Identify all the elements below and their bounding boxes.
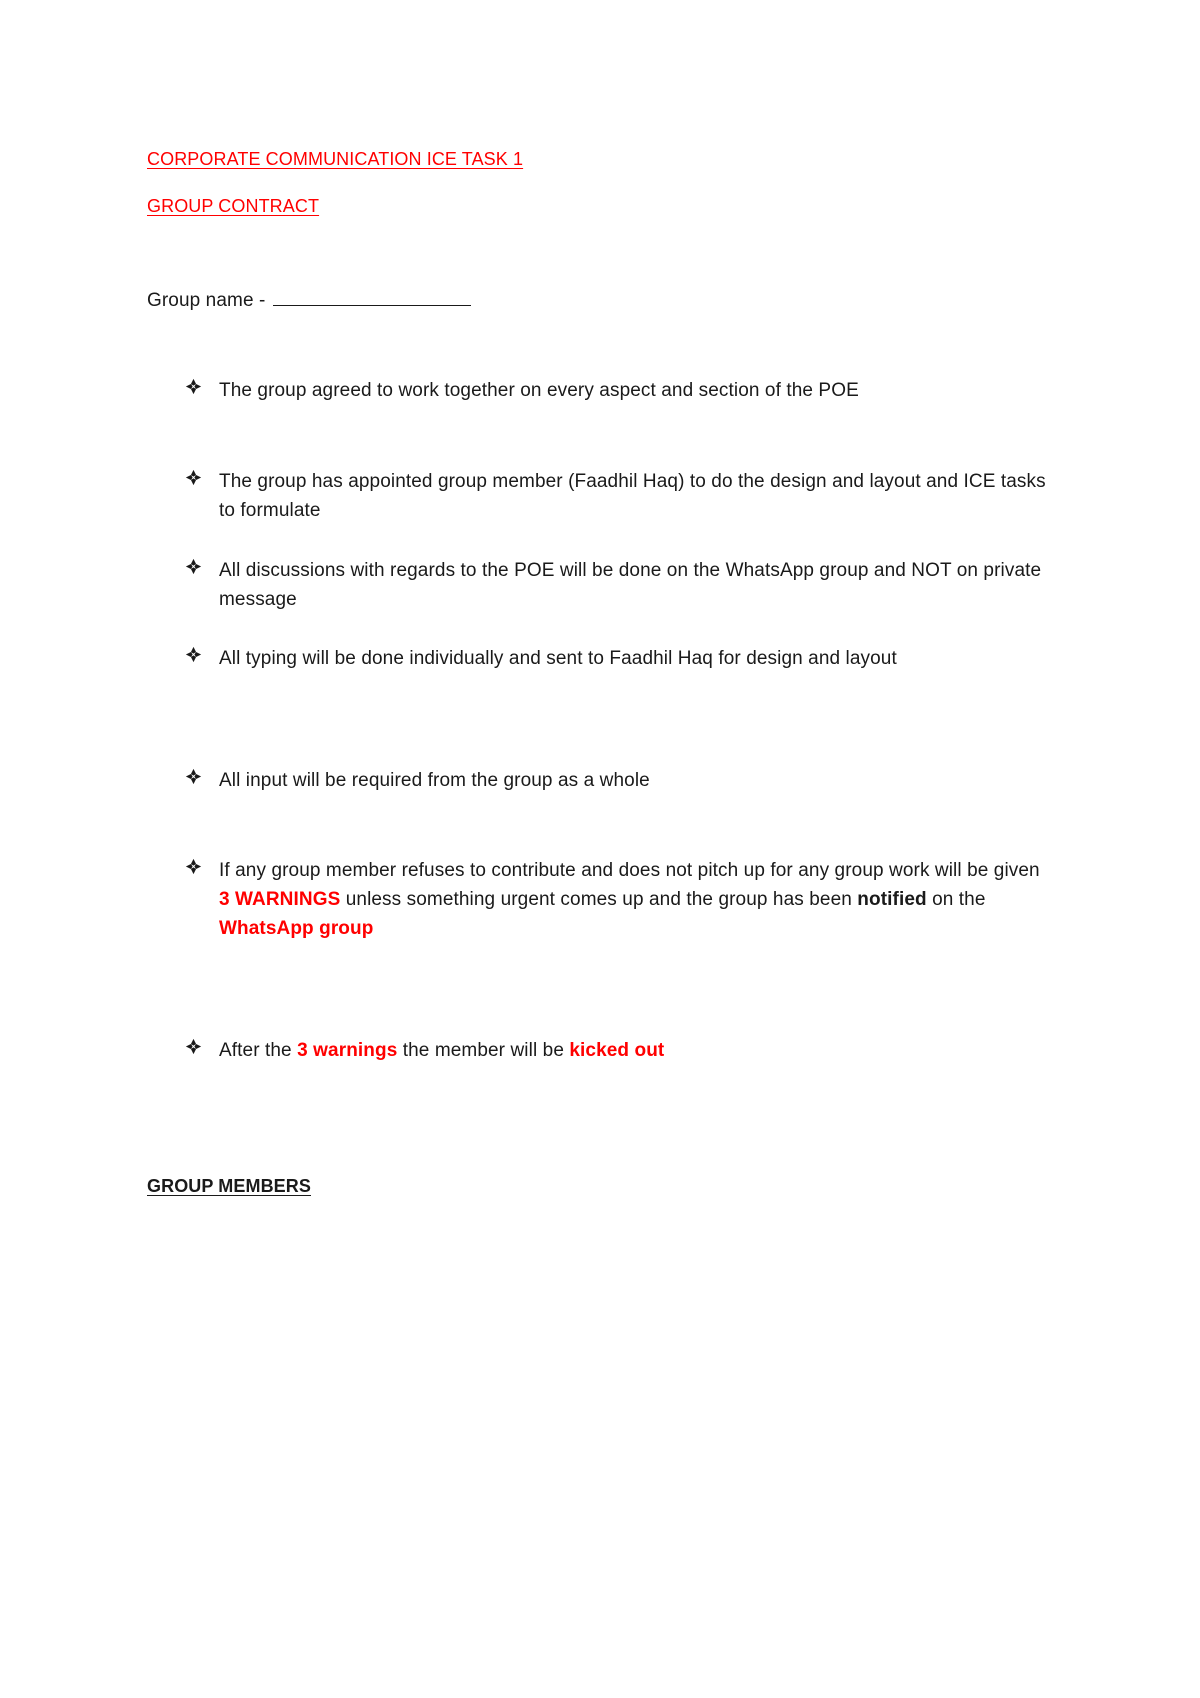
four-petal-diamond-icon bbox=[185, 1038, 202, 1055]
four-petal-diamond-icon bbox=[185, 646, 202, 663]
contract-bullet bbox=[185, 556, 1055, 614]
warnings-highlight: 3 WARNINGS bbox=[219, 889, 341, 910]
bullet-text-part: on the bbox=[926, 889, 986, 910]
contract-bullet bbox=[185, 856, 1055, 943]
contract-bullet bbox=[185, 644, 1055, 673]
bullet-text-part: unless something urgent comes up and the group has been bbox=[340, 889, 858, 910]
contract-bullet-text: All input will be required from the group as a whole bbox=[219, 770, 650, 791]
bullet-text-part: After the bbox=[219, 1040, 298, 1061]
bullet-text-part: If any group member refuses to contribute and does not pitch up for any group work will be given bbox=[219, 860, 1040, 881]
contract-bullet-text bbox=[219, 1036, 1055, 1065]
contract-bullet-text: The group has appointed group member (Faadhil Haq) to do the design and layout and ICE tasks to formulate bbox=[219, 471, 1046, 521]
group-members-heading: GROUP MEMBERS bbox=[147, 1176, 311, 1196]
contract-bullet bbox=[185, 467, 1055, 525]
contract-bullet-text: All typing will be done individually and sent to Faadhil Haq for design and layout bbox=[219, 648, 897, 669]
group-name-label: Group name - bbox=[147, 290, 271, 311]
contract-bullet-text: The group agreed to work together on every aspect and section of the POE bbox=[219, 380, 859, 401]
kicked-out-highlight: kicked out bbox=[569, 1040, 665, 1061]
whatsapp-group-highlight: WhatsApp group bbox=[219, 918, 374, 939]
four-petal-diamond-icon bbox=[185, 558, 202, 575]
group-name-field bbox=[147, 287, 471, 312]
document-subtitle: GROUP CONTRACT bbox=[147, 196, 320, 216]
contract-bullet bbox=[185, 766, 1055, 795]
contract-bullet bbox=[185, 376, 1055, 405]
group-name-blank-line bbox=[273, 287, 471, 306]
warnings-highlight: 3 warnings bbox=[297, 1040, 398, 1061]
notified-emphasis: notified bbox=[857, 889, 927, 910]
document-title: CORPORATE COMMUNICATION ICE TASK 1 bbox=[147, 149, 524, 169]
four-petal-diamond-icon bbox=[185, 469, 202, 486]
contract-bullet bbox=[185, 1036, 1055, 1065]
contract-bullet-text: All discussions with regards to the POE will be done on the WhatsApp group and NOT on private message bbox=[219, 560, 1042, 610]
bullet-text-part: the member will be bbox=[397, 1040, 570, 1061]
four-petal-diamond-icon bbox=[185, 858, 202, 875]
four-petal-diamond-icon bbox=[185, 768, 202, 785]
contract-bullet-text bbox=[219, 856, 1055, 943]
four-petal-diamond-icon bbox=[185, 378, 202, 395]
